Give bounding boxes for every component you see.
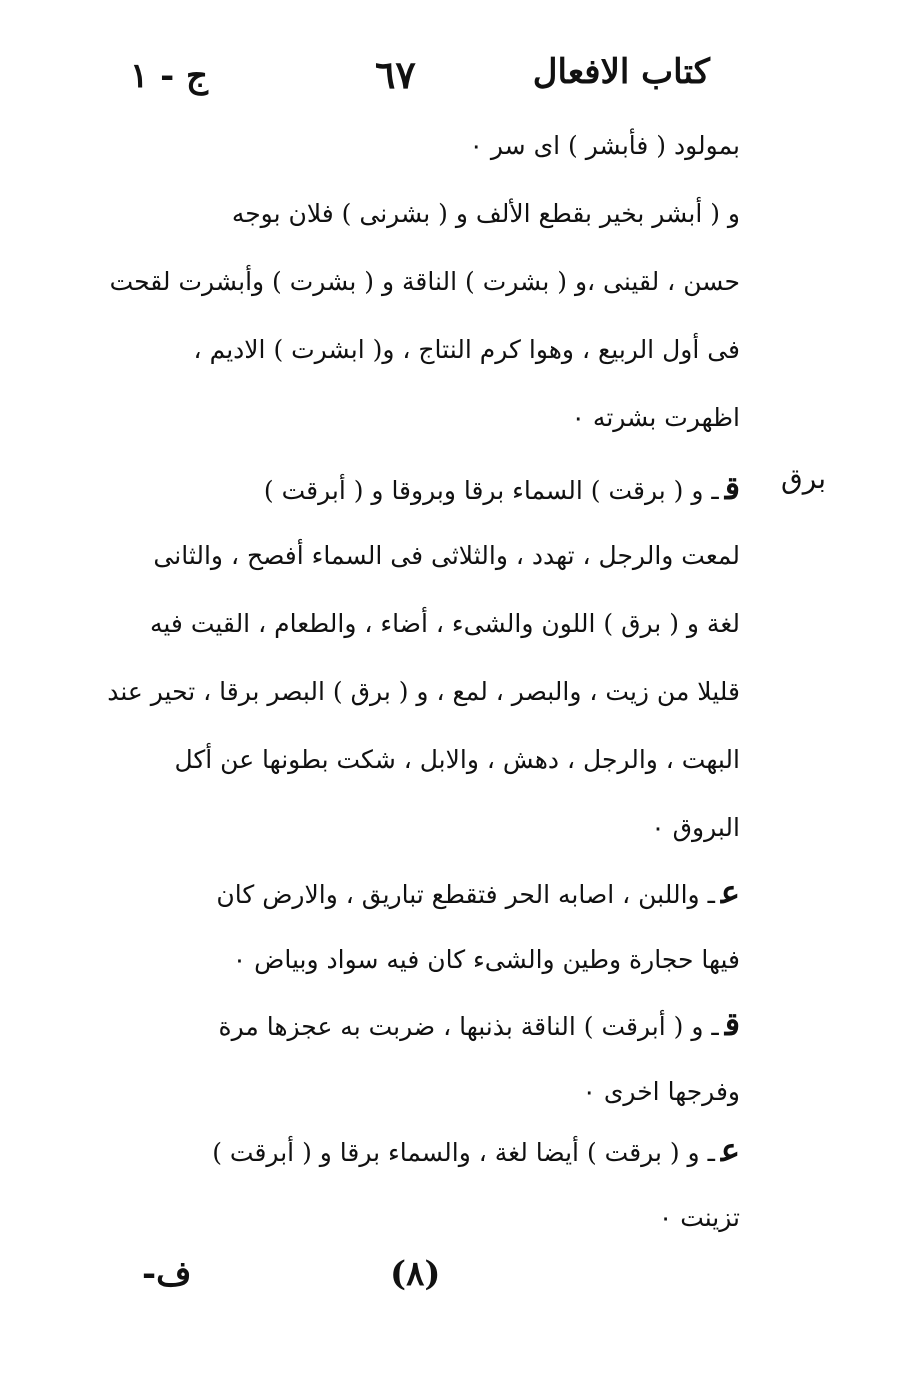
- text-line: فيها حجارة وطين والشىء كان فيه سواد وبياض ٠: [232, 945, 740, 974]
- text-line: [100, 990, 740, 1058]
- entry-block: [100, 454, 740, 862]
- book-title: كتاب الافعال: [532, 52, 710, 92]
- line-text: ـ واللبن ، اصابه الحر فتقطع تباريق ، والارض كان: [216, 880, 715, 909]
- text-line: وفرجها اخرى ٠: [582, 1077, 740, 1106]
- text-line: حسن ، لقينى ،و ( بشرت ) الناقة و ( بشرت ) وأبشرت لقحت: [109, 267, 740, 296]
- section-marker: ع: [720, 1131, 740, 1169]
- margin-root-word: برق: [781, 462, 826, 495]
- line-text: ـ و ( برقت ) السماء برقا وبروقا و ( أبرقت ): [263, 476, 719, 505]
- entry-block: [100, 180, 740, 452]
- text-line: [100, 1116, 740, 1184]
- text-line: لغة و ( برق ) اللون والشىء ، أضاء ، والطعام ، القيت فيه: [149, 609, 740, 638]
- text-line: بمولود ( فأبشر ) اى سر ٠: [469, 131, 740, 160]
- line-text: ـ و ( أبرقت ) الناقة بذنبها ، ضربت به عجزها مرة: [218, 1012, 719, 1041]
- page-number: ٦٧: [375, 52, 416, 97]
- entry-block: [100, 858, 740, 994]
- text-line: فى أول الربيع ، وهوا كرم النتاج ، و( ابشرت ) الاديم ،: [193, 335, 740, 364]
- text-line: تزينت ٠: [658, 1203, 740, 1232]
- entry-block: [100, 1116, 740, 1252]
- page-header: [120, 52, 710, 112]
- entry-block: [100, 112, 740, 180]
- text-line: [100, 454, 740, 522]
- line-text: ـ و ( برقت ) أيضا لغة ، والسماء برقا و ( أبرقت ): [212, 1138, 715, 1167]
- entry-block: [100, 990, 740, 1126]
- section-marker: ق: [724, 1005, 740, 1043]
- text-line: قليلا من زيت ، والبصر ، لمع ، و ( برق ) البصر برقا ، تحير عند: [107, 677, 740, 706]
- text-line: لمعت والرجل ، تهدد ، والثلاثى فى السماء أفصح ، والثانى: [153, 541, 740, 570]
- signature-mark: (٨): [390, 1254, 441, 1294]
- section-marker: ق: [724, 469, 740, 507]
- text-line: البروق ٠: [651, 813, 740, 842]
- section-marker: ع: [720, 873, 740, 911]
- volume-label: ج - ١: [130, 56, 208, 96]
- text-line: البهت ، والرجل ، دهش ، والابل ، شكت بطونها عن أكل: [174, 745, 740, 774]
- text-line: و ( أبشر بخير بقطع الألف و ( بشرنى ) فلان بوجه: [231, 199, 740, 228]
- text-line: اظهرت بشرته ٠: [571, 403, 740, 432]
- catchword: ف-: [142, 1254, 192, 1294]
- text-line: [100, 858, 740, 926]
